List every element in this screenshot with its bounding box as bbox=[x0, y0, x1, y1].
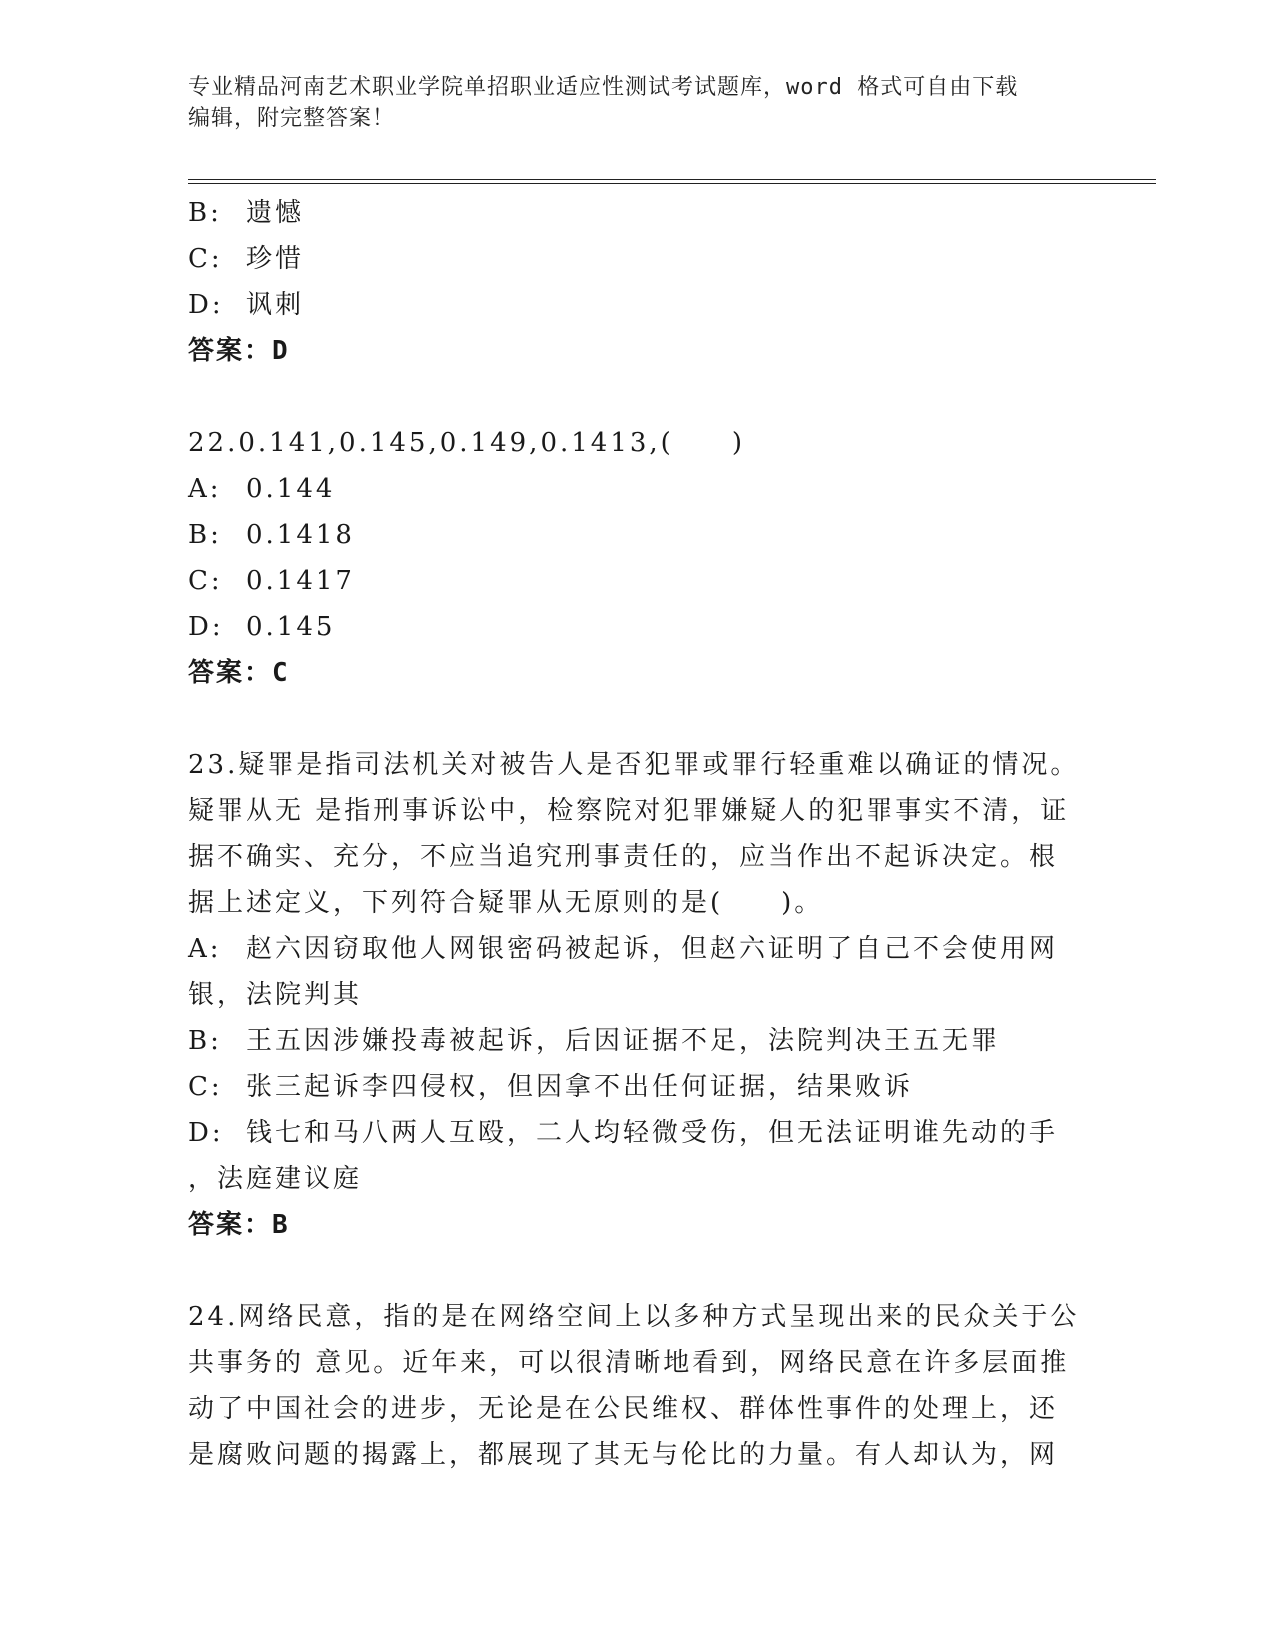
option-d bbox=[188, 604, 1088, 650]
option-text: 王五因涉嫌投毒被起诉，后因证据不足，法院判决王五无罪 bbox=[246, 1026, 1001, 1056]
option-key: B: bbox=[188, 520, 222, 550]
option-key: D: bbox=[188, 612, 224, 642]
option-text: 讽刺 bbox=[246, 290, 305, 320]
option-key: C: bbox=[188, 244, 223, 274]
document-body bbox=[188, 190, 1088, 1478]
option-d bbox=[188, 282, 1088, 328]
option-c bbox=[188, 1064, 1088, 1110]
question-stem-line: 是腐败问题的揭露上，都展现了其无与伦比的力量。有人却认为，网 bbox=[188, 1440, 1059, 1470]
header-divider-top bbox=[188, 179, 1156, 180]
option-d-continuation: ，法庭建议庭 bbox=[188, 1164, 363, 1194]
option-text: 钱七和马八两人互殴，二人均轻微受伤，但无法证明谁先动的手 bbox=[246, 1118, 1059, 1148]
spacer bbox=[188, 1248, 1088, 1294]
spacer bbox=[188, 696, 1088, 742]
option-b bbox=[188, 190, 1088, 236]
question-stem: 22.0.141,0.145,0.149,0.1413,( ) bbox=[188, 428, 745, 458]
option-text: 0.144 bbox=[246, 474, 336, 504]
option-text: 遗憾 bbox=[246, 198, 305, 228]
option-a-continuation: 银，法院判其 bbox=[188, 980, 363, 1010]
question-stem-line: 24.网络民意，指的是在网络空间上以多种方式呈现出来的民众关于公 bbox=[188, 1302, 1080, 1332]
question-stem-line: 疑罪从无 是指刑事诉讼中，检察院对犯罪嫌疑人的犯罪事实不清，证 bbox=[188, 796, 1070, 826]
option-key: B: bbox=[188, 198, 222, 228]
header-line-1: 专业精品河南艺术职业学院单招职业适应性测试考试题库，word 格式可自由下载 bbox=[188, 75, 1019, 100]
option-b bbox=[188, 512, 1088, 558]
option-text: 珍惜 bbox=[246, 244, 305, 274]
option-c bbox=[188, 558, 1088, 604]
option-key: D: bbox=[188, 290, 224, 320]
question-stem-line: 动了中国社会的进步，无论是在公民维权、群体性事件的处理上，还 bbox=[188, 1394, 1059, 1424]
option-key: A: bbox=[188, 474, 222, 504]
option-a bbox=[188, 926, 1088, 972]
question-24 bbox=[188, 1294, 1088, 1478]
document-header bbox=[188, 72, 1068, 134]
header-divider-bottom bbox=[188, 183, 1156, 184]
option-key: A: bbox=[188, 934, 222, 964]
option-key: C: bbox=[188, 566, 223, 596]
answer-line: 答案：B bbox=[188, 1210, 290, 1240]
option-c bbox=[188, 236, 1088, 282]
header-line-2: 编辑，附完整答案！ bbox=[188, 106, 396, 131]
option-text: 0.1417 bbox=[246, 566, 355, 596]
question-stem-line: 据上述定义，下列符合疑罪从无原则的是( )。 bbox=[188, 888, 824, 918]
question-22 bbox=[188, 420, 1088, 696]
spacer bbox=[188, 374, 1088, 420]
question-stem-line: 据不确实、充分，不应当追究刑事责任的，应当作出不起诉决定。根 bbox=[188, 842, 1059, 872]
answer-line: 答案：D bbox=[188, 336, 290, 366]
option-text: 赵六因窃取他人网银密码被起诉，但赵六证明了自己不会使用网 bbox=[246, 934, 1059, 964]
option-key: B: bbox=[188, 1026, 222, 1056]
option-b bbox=[188, 1018, 1088, 1064]
option-key: C: bbox=[188, 1072, 223, 1102]
answer-line: 答案：C bbox=[188, 658, 290, 688]
option-d bbox=[188, 1110, 1088, 1156]
option-text: 0.1418 bbox=[246, 520, 355, 550]
question-stem-line: 23.疑罪是指司法机关对被告人是否犯罪或罪行轻重难以确证的情况。 bbox=[188, 750, 1080, 780]
option-text: 张三起诉李四侵权，但因拿不出任何证据，结果败诉 bbox=[246, 1072, 914, 1102]
option-a bbox=[188, 466, 1088, 512]
prev-question bbox=[188, 190, 1088, 374]
option-key: D: bbox=[188, 1118, 224, 1148]
question-23 bbox=[188, 742, 1088, 1248]
option-text: 0.145 bbox=[246, 612, 336, 642]
question-stem-line: 共事务的 意见。近年来，可以很清晰地看到，网络民意在许多层面推 bbox=[188, 1348, 1070, 1378]
